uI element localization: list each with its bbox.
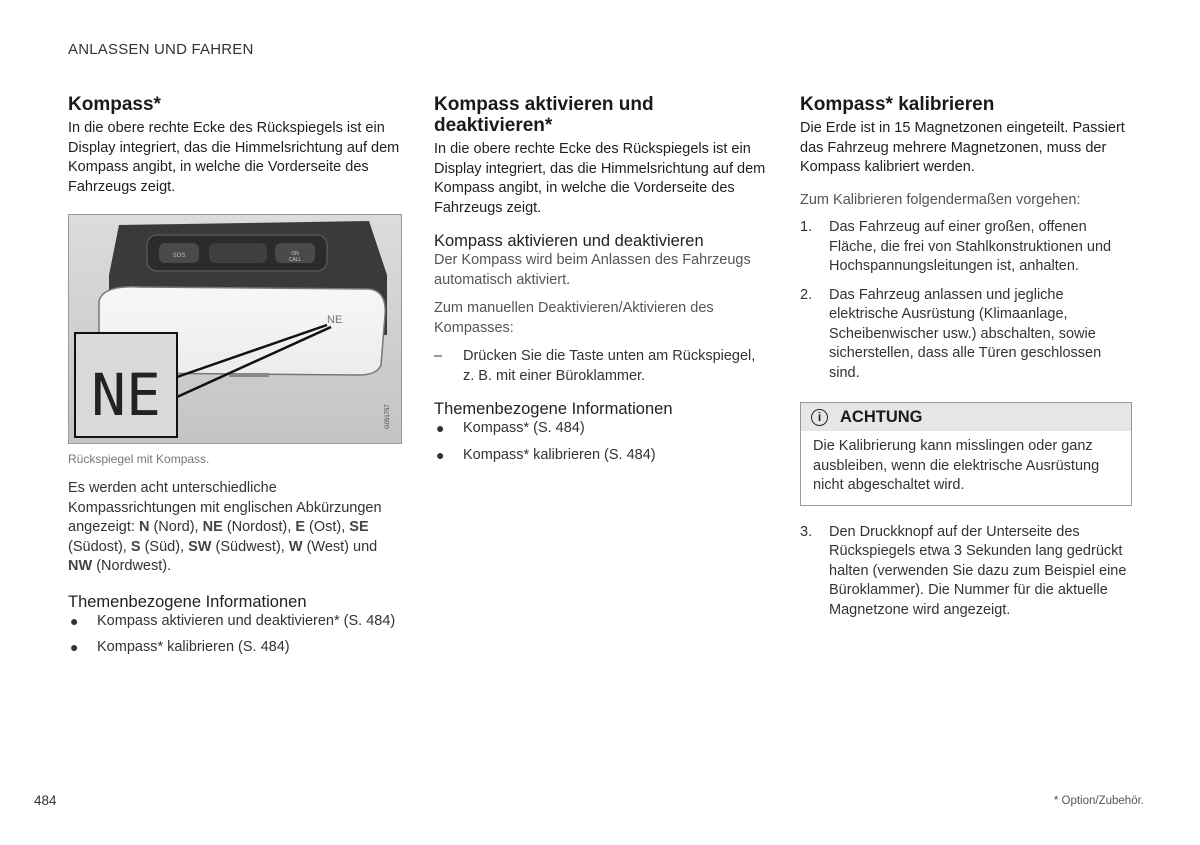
related-list	[68, 612, 402, 658]
steps-list	[800, 218, 1132, 383]
heading-kompass: Kompass*	[68, 94, 161, 115]
related-link[interactable]	[68, 638, 402, 658]
info-icon: i	[811, 409, 828, 426]
dash-text: Drücken Sie die Taste unten am Rückspiegel, z. B. mit einer Büroklammer.	[463, 348, 756, 384]
intro-text: In die obere rechte Ecke des Rückspiegels ist ein Display integriert, das die Himmelsrichtung auf dem Kompass angibt, in welche die Vorderseite des Fahrzeugs zeigt.	[68, 120, 400, 195]
step-number: 2.	[800, 286, 813, 303]
related-link-text: Kompass aktivieren und deaktivieren* (S. 484)	[97, 612, 396, 629]
svg-text:CALL: CALL	[288, 257, 302, 263]
direction-abbr: W	[288, 538, 303, 555]
figure-code: G051757	[385, 404, 391, 429]
intro-text: In die obere rechte Ecke des Rückspiegels ist ein Display integriert, das die Himmelsrichtung auf dem Kompass angibt, in welche die Vorderseite des Fahrzeugs zeigt.	[434, 141, 766, 216]
heading-kompass-kalibrieren: Kompass* kalibrieren	[800, 94, 995, 115]
warning-title: ACHTUNG	[840, 407, 923, 426]
heading-kompass-aktivieren: Kompass aktivieren und deaktivieren*	[434, 94, 654, 136]
column-kompass-kalibrieren	[800, 94, 1132, 620]
direction-abbr: NE	[202, 519, 223, 535]
footnote: * Option/Zubehör.	[1053, 795, 1144, 807]
direction-name: (Nord),	[153, 519, 199, 535]
direction-abbr: SW	[188, 538, 212, 555]
page-number: 484	[34, 793, 57, 808]
related-heading: Themenbezogene Informationen	[434, 400, 673, 418]
direction-abbr: NW	[68, 558, 93, 574]
direction-name: (Nordost),	[226, 519, 292, 535]
sub-heading: Kompass aktivieren und deaktivieren	[434, 232, 704, 250]
svg-text:ON: ON	[291, 251, 299, 257]
dash-marker: –	[434, 348, 443, 364]
dash-item	[434, 347, 768, 386]
bullet-icon: ●	[70, 612, 79, 629]
related-link[interactable]	[434, 446, 768, 466]
warning-header	[801, 403, 1131, 431]
bullet-icon: ●	[70, 639, 79, 655]
mirror-figure	[68, 214, 402, 444]
steps-intro: Zum Kalibrieren folgendermaßen vorgehen:	[800, 191, 1081, 208]
directions-intro: Es werden acht unterschiedliche Kompassrichtungen mit englischen Abkürzungen angezeigt:	[68, 480, 382, 535]
related-heading: Themenbezogene Informationen	[68, 592, 307, 611]
warning-box	[800, 402, 1132, 506]
direction-name: (Nordwest).	[96, 558, 172, 574]
related-link[interactable]	[434, 419, 768, 439]
rear-view-mirror-illustration	[69, 215, 401, 443]
direction-name: (West) und	[306, 538, 378, 555]
intro-text: Die Erde ist in 15 Magnetzonen eingeteilt. Passiert das Fahrzeug mehrere Magnetzonen, muss der Kompass kalibriert werden.	[800, 120, 1125, 175]
step-item	[800, 218, 1132, 277]
bullet-icon: ●	[436, 420, 445, 436]
svg-text:SOS: SOS	[172, 253, 186, 259]
direction-abbr: N	[138, 519, 150, 535]
direction-name: (Süd),	[144, 538, 185, 555]
step-text: Den Druckknopf auf der Unterseite des Rückspiegels etwa 3 Sekunden lang gedrückt halten (verwenden Sie dazu zum Beispiel eine Büroklammer). Die Nummer für die aktuelle Magnetzone wird angezeigt.	[829, 523, 1127, 618]
sub-text: Der Kompass wird beim Anlassen des Fahrzeugs automatisch aktiviert.	[434, 252, 751, 288]
related-link[interactable]	[68, 612, 402, 632]
direction-abbr: SE	[349, 519, 369, 535]
direction-name: (Südost),	[68, 538, 127, 555]
bullet-icon: ●	[436, 446, 445, 463]
steps-list-continued	[800, 523, 1132, 621]
step-text: Das Fahrzeug anlassen und jegliche elektrische Ausrüstung (Klimaanlage, Scheibenwischer usw.) abschalten, sowie sicherstellen, dass alle Türen geschlossen sind.	[829, 286, 1102, 381]
manual-text: Zum manuellen Deaktivieren/Aktivieren des Kompasses:	[434, 300, 714, 336]
direction-abbr: S	[130, 538, 141, 555]
directions-paragraph	[68, 479, 402, 577]
related-link-text: Kompass* (S. 484)	[463, 420, 585, 436]
zoom-display-text: NE	[91, 361, 161, 429]
column-kompass-aktivieren	[434, 94, 768, 465]
section-header: ANLASSEN UND FAHREN	[68, 41, 254, 58]
direction-abbr: E	[295, 519, 305, 535]
step-item	[800, 523, 1132, 621]
step-item	[800, 286, 1132, 384]
step-text: Das Fahrzeug auf einer großen, offenen Fläche, die frei von Stahlkonstruktionen und Hochspannungsleitungen ist, anhalten.	[829, 219, 1112, 274]
direction-name: (Südwest),	[215, 538, 285, 555]
related-link-text: Kompass* kalibrieren (S. 484)	[463, 446, 656, 463]
related-link-text: Kompass* kalibrieren (S. 484)	[97, 639, 290, 655]
direction-name: (Ost),	[309, 519, 346, 535]
related-list	[434, 419, 768, 465]
figure-caption: Rückspiegel mit Kompass.	[68, 452, 210, 466]
mirror-display-text: NE	[327, 314, 343, 326]
step-number: 3.	[800, 523, 813, 540]
warning-text: Die Kalibrierung kann misslingen oder ganz ausbleiben, wenn die elektrische Ausrüstung nicht abgeschaltet wird.	[813, 438, 1100, 493]
column-kompass	[68, 94, 402, 658]
step-number: 1.	[800, 219, 813, 235]
